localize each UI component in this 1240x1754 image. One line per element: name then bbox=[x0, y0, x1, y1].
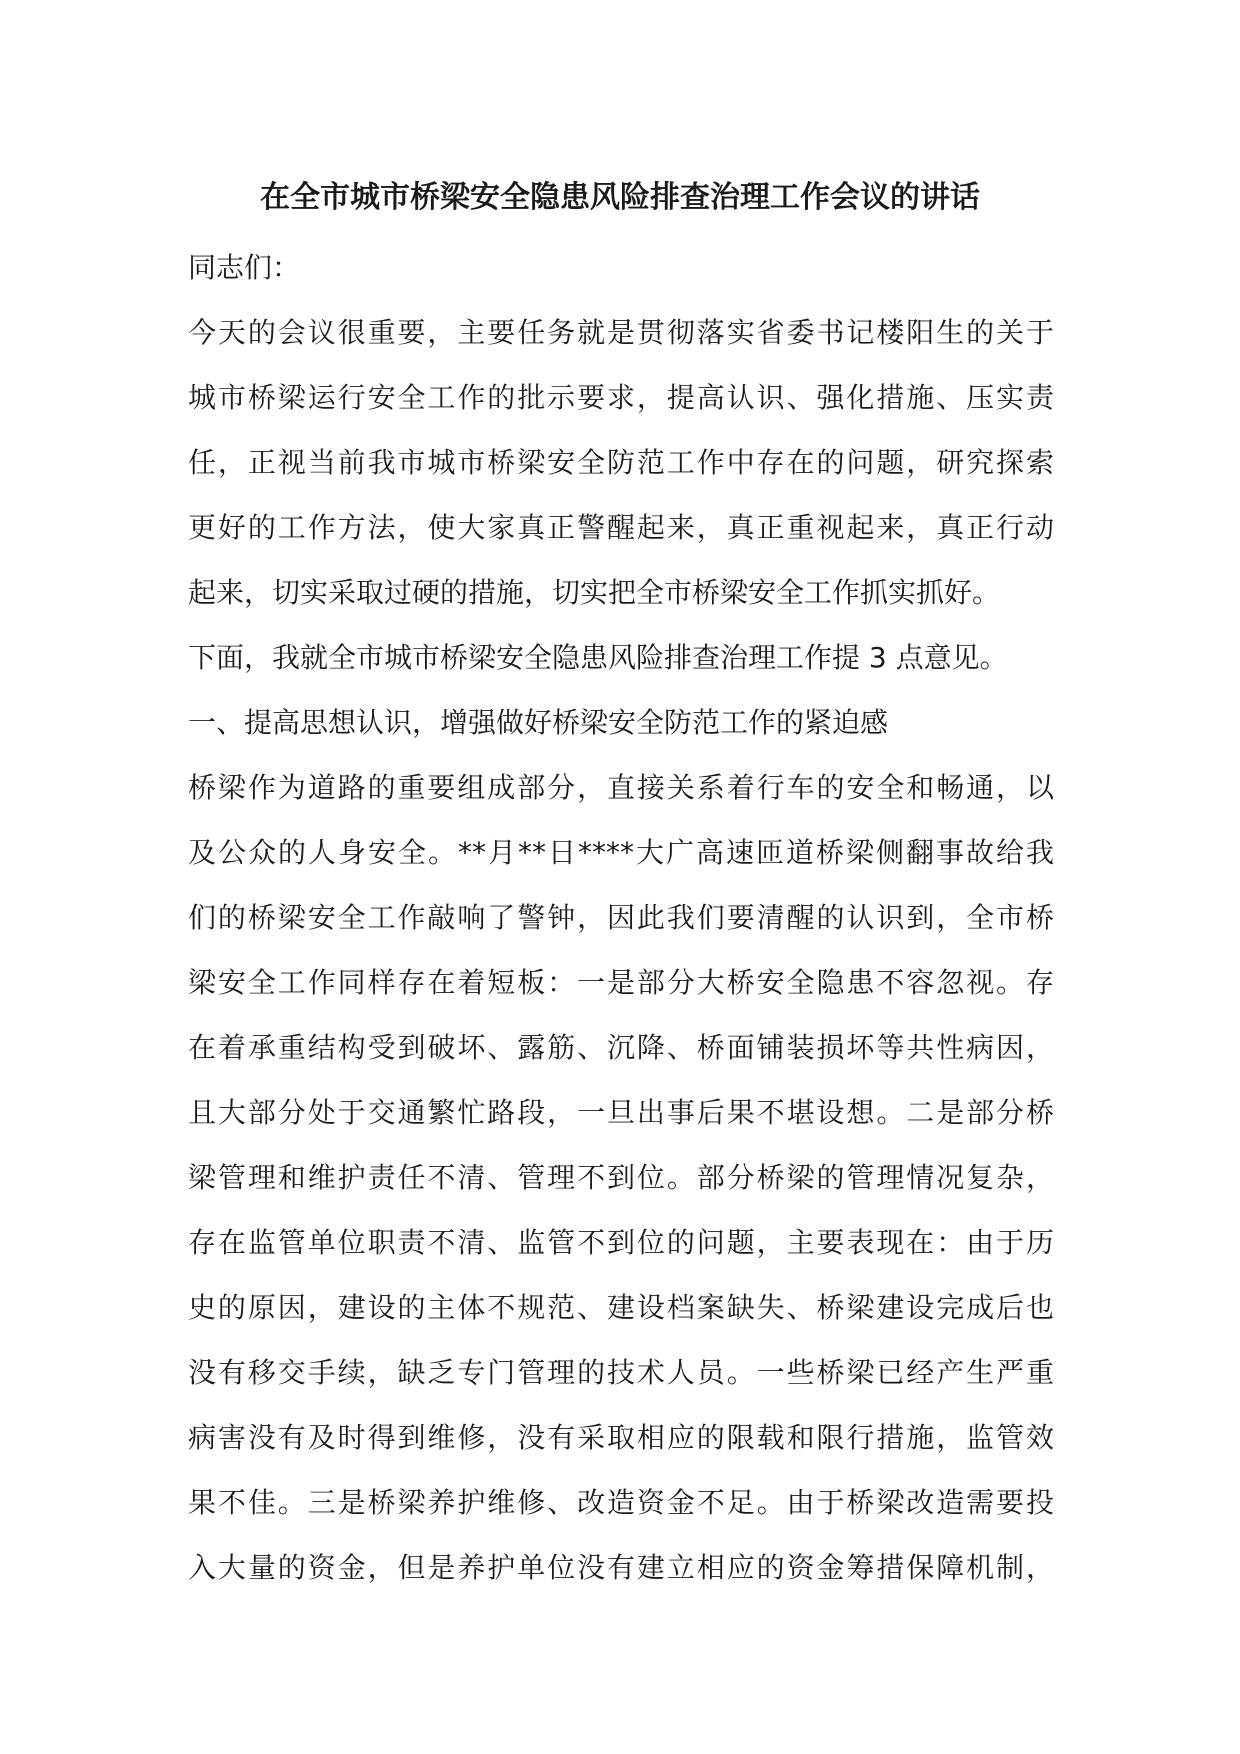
text-line: 同志们： bbox=[188, 251, 301, 284]
text-line: 在着承重结构受到破坏、露筋、沉降、桥面铺装损坏等共性病因， bbox=[188, 1031, 1054, 1064]
text-line: 起来，切实采取过硬的措施，切实把全市桥梁安全工作抓实抓好。 bbox=[188, 576, 1001, 609]
text-line: 及公众的人身安全。**月**日****大广高速匝道桥梁侧翻事故给我 bbox=[188, 836, 1054, 869]
text-line: 梁管理和维护责任不清、管理不到位。部分桥梁的管理情况复杂， bbox=[188, 1161, 1054, 1194]
document-title: 在全市城市桥梁安全隐患风险排查治理工作会议的讲话 bbox=[260, 180, 980, 215]
text-line: 入大量的资金，但是养护单位没有建立相应的资金筹措保障机制， bbox=[188, 1551, 1054, 1584]
text-line: 桥梁作为道路的重要组成部分，直接关系着行车的安全和畅通，以 bbox=[188, 771, 1054, 804]
text-line: 没有移交手续，缺乏专门管理的技术人员。一些桥梁已经产生严重 bbox=[188, 1356, 1054, 1389]
text-line: 一、提高思想认识，增强做好桥梁安全防范工作的紧迫感 bbox=[188, 706, 889, 739]
text-line: 任，正视当前我市城市桥梁安全防范工作中存在的问题，研究探索 bbox=[188, 446, 1054, 479]
text-line: 更好的工作方法，使大家真正警醒起来，真正重视起来，真正行动 bbox=[188, 511, 1054, 544]
text-line: 城市桥梁运行安全工作的批示要求，提高认识、强化措施、压实责 bbox=[188, 381, 1054, 414]
text-line: 果不佳。三是桥梁养护维修、改造资金不足。由于桥梁改造需要投 bbox=[188, 1486, 1054, 1519]
text-line: 且大部分处于交通繁忙路段，一旦出事后果不堪设想。二是部分桥 bbox=[188, 1096, 1054, 1129]
text-line: 病害没有及时得到维修，没有采取相应的限载和限行措施，监管效 bbox=[188, 1421, 1054, 1454]
text-line: 下面，我就全市城市桥梁安全隐患风险排查治理工作提 3 点意见。 bbox=[188, 641, 1008, 674]
document-body bbox=[188, 235, 1054, 1600]
text-line: 存在监管单位职责不清、监管不到位的问题，主要表现在：由于历 bbox=[188, 1226, 1054, 1259]
text-line: 们的桥梁安全工作敲响了警钟，因此我们要清醒的认识到，全市桥 bbox=[188, 901, 1054, 934]
text-line: 梁安全工作同样存在着短板：一是部分大桥安全隐患不容忽视。存 bbox=[188, 966, 1054, 999]
text-line: 史的原因，建设的主体不规范、建设档案缺失、桥梁建设完成后也 bbox=[188, 1291, 1054, 1324]
text-line: 今天的会议很重要，主要任务就是贯彻落实省委书记楼阳生的关于 bbox=[188, 316, 1054, 349]
